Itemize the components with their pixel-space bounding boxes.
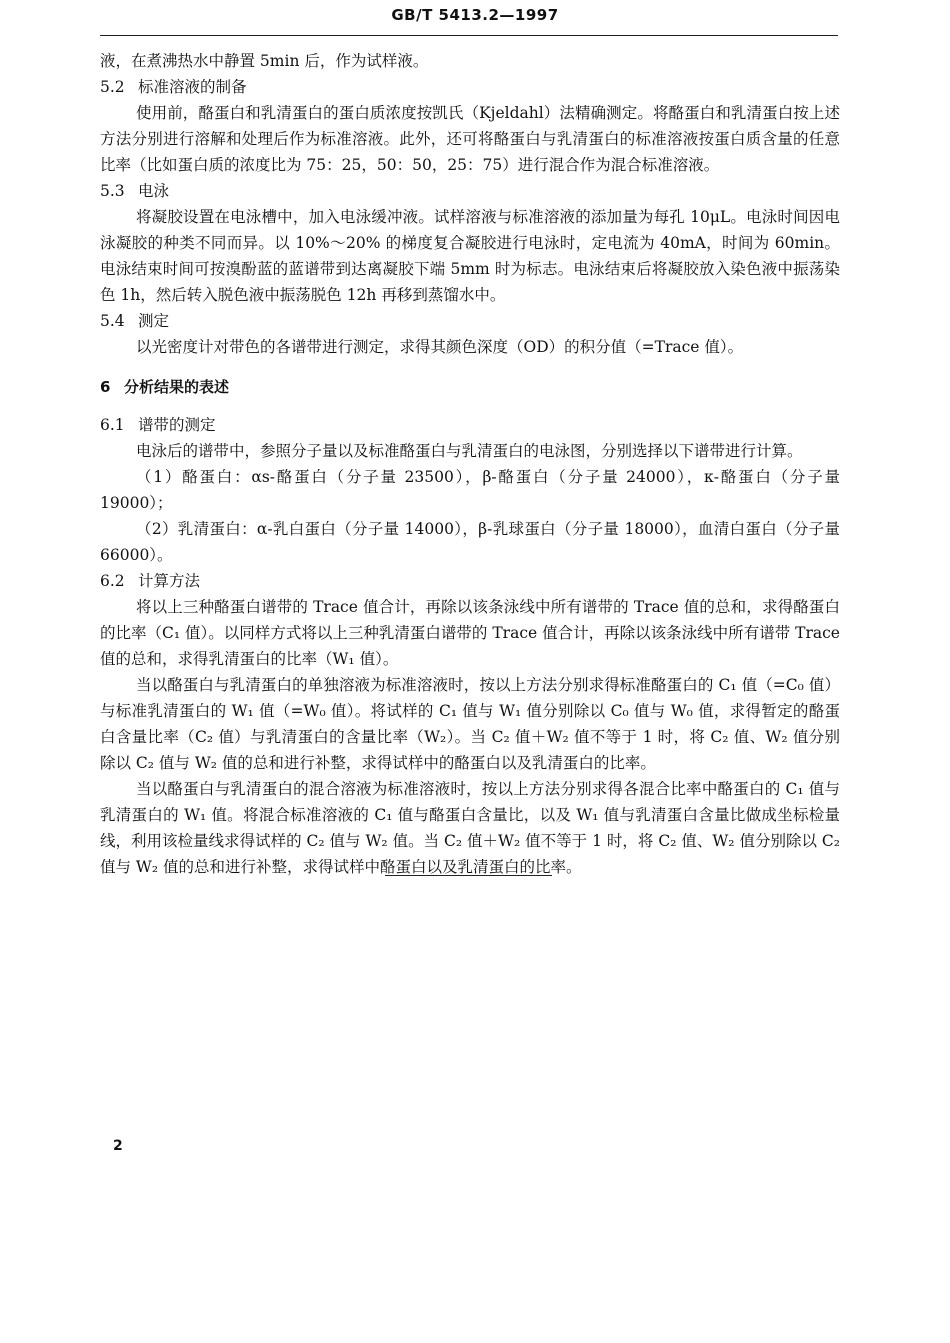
paragraph: 电泳后的谱带中，参照分子量以及标准酪蛋白与乳清蛋白的电泳图，分别选择以下谱带进行计算。	[136, 442, 803, 460]
paragraph: 将凝胶设置在电泳槽中，加入电泳缓冲液。试样溶液与标准溶液的添加量为每孔 10μL。电泳时间因电泳凝胶的种类不同而异。以 10%～20% 的梯度复合凝胶进行电泳时，定电流为 40mA，时间为 60min。电泳结束时间可按溴酚蓝的蓝谱带到达离凝胶下端 5mm 时为标志。电泳结束后将凝胶放入染色液中振荡染色 1h，然后转入脱色液中振荡脱色 12h 再移到蒸馏水中。	[100, 208, 840, 304]
section-number: 5.3	[100, 182, 125, 200]
section-number: 6.1	[100, 416, 125, 434]
section-title: 分析结果的表述	[124, 378, 230, 396]
paragraph: （2）乳清蛋白：α-乳白蛋白（分子量 14000），β-乳球蛋白（分子量 18000），血清白蛋白（分子量 66000）。	[100, 520, 840, 564]
section-number: 5.4	[100, 312, 125, 330]
paragraph: 使用前，酪蛋白和乳清蛋白的蛋白质浓度按凯氏（Kjeldahl）法精确测定。将酪蛋白和乳清蛋白按上述方法分别进行溶解和处理后作为标准溶液。此外，还可将酪蛋白与乳清蛋白的标准溶液按蛋白质含量的任意比率（比如蛋白质的浓度比为 75：25，50：50，25：75）进行混合作为混合标准溶液。	[100, 104, 840, 174]
paragraph: 将以上三种酪蛋白谱带的 Trace 值合计，再除以该条泳线中所有谱带的 Trace 值的总和，求得酪蛋白的比率（C₁ 值）。以同样方式将以上三种乳清蛋白谱带的 Trace 值合计，再除以该条泳线中所有谱带 Trace 值的总和，求得乳清蛋白的比率（W₁ 值）。	[100, 598, 840, 668]
paragraph: 以光密度计对带色的各谱带进行测定，求得其颜色深度（OD）的积分值（=Trace 值）。	[136, 338, 744, 356]
paragraph: 当以酪蛋白与乳清蛋白的单独溶液为标准溶液时，按以上方法分别求得标准酪蛋白的 C₁ 值（=C₀ 值）与标准乳清蛋白的 W₁ 值（=W₀ 值）。将试样的 C₁ 值与 W₁ 值分别除以 C₀ 值与 W₀ 值，求得暂定的酪蛋白含量比率（C₂ 值）与乳清蛋白的含量比率（W₂）。当 C₂ 值＋W₂ 值不等于 1 时，将 C₂ 值、W₂ 值分别除以 C₂ 值与 W₂ 值的总和进行补整，求得试样中的酪蛋白以及乳清蛋白的比率。	[100, 676, 840, 772]
header-rule	[100, 35, 838, 36]
section-heading	[100, 178, 840, 204]
section-number: 6	[100, 378, 111, 396]
end-rule	[385, 875, 552, 876]
section-title: 标准溶液的制备	[138, 78, 247, 96]
section-title: 谱带的测定	[138, 416, 216, 434]
paragraph: （1）酪蛋白：αs-酪蛋白（分子量 23500），β-酪蛋白（分子量 24000），κ-酪蛋白（分子量 19000）；	[100, 468, 840, 512]
page-number: 2	[113, 1138, 123, 1154]
document-body	[100, 48, 840, 880]
chapter-heading	[100, 374, 840, 400]
paragraph: 液，在煮沸热水中静置 5min 后，作为试样液。	[100, 52, 429, 70]
section-title: 电泳	[138, 182, 170, 200]
section-title: 计算方法	[138, 572, 201, 590]
document-header: GB/T 5413.2—1997	[391, 6, 559, 24]
paragraph: 当以酪蛋白与乳清蛋白的混合溶液为标准溶液时，按以上方法分别求得各混合比率中酪蛋白的 C₁ 值与乳清蛋白的 W₁ 值。将混合标准溶液的 C₁ 值与酪蛋白含量比，以及 W₁ 值与乳清蛋白含量比做成坐标检量线，利用该检量线求得试样的 C₂ 值与 W₂ 值。当 C₂ 值＋W₂ 值不等于 1 时，将 C₂ 值、W₂ 值分别除以 C₂ 值与 W₂ 值的总和进行补整，求得试样中酪蛋白以及乳清蛋白的比率。	[100, 780, 840, 876]
section-heading	[100, 412, 840, 438]
section-number: 6.2	[100, 572, 125, 590]
section-number: 5.2	[100, 78, 125, 96]
section-heading	[100, 568, 840, 594]
section-title: 测定	[138, 312, 170, 330]
section-heading	[100, 74, 840, 100]
section-heading	[100, 308, 840, 334]
